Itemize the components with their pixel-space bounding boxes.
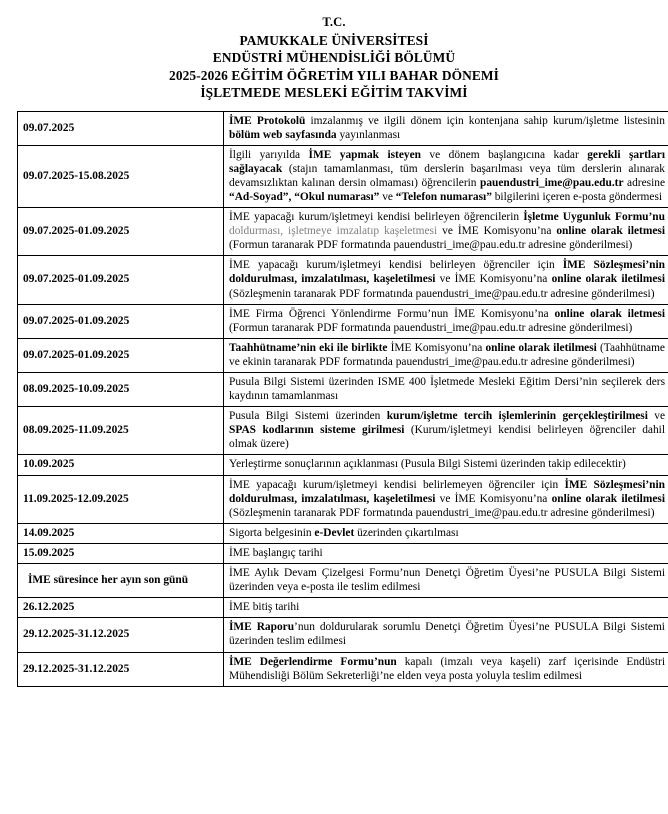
table-row: [18, 618, 668, 652]
description-cell: Pusula Bilgi Sistemi üzerinden kurum/işletme tercih işlemlerinin gerçekleştirilmesi ve SPAS kodlarının sisteme girilmesi (Kurum/işletmeyi kendisi belirleyen öğrenciler dahil olmak üzere): [224, 407, 668, 455]
description-cell: Taahhütname’nin eki ile birlikte İME Komisyonu’na online olarak iletilmesi (Taahhütname ve ekinin taranarak PDF formatında pauendustri_ime@pau.edu.tr adresine gönderilmesi): [224, 338, 668, 372]
date-cell: 09.07.2025-01.09.2025: [18, 304, 224, 338]
header-line-tc: T.C.: [322, 15, 346, 29]
date-cell: 09.07.2025-15.08.2025: [18, 145, 224, 207]
table-row: [18, 407, 668, 455]
date-cell: 09.07.2025: [18, 111, 224, 145]
header-line-academic-year: 2025-2026 EĞİTİM ÖĞRETİM YILI BAHAR DÖNEMİ: [169, 67, 499, 83]
table-row: [18, 208, 668, 256]
description-cell: Sigorta belgesinin e-Devlet üzerinden çıkartılması: [224, 523, 668, 543]
table-row: [18, 111, 668, 145]
document-header: [0, 0, 668, 102]
date-cell: 11.09.2025-12.09.2025: [18, 475, 224, 523]
description-cell: Pusula Bilgi Sistemi üzerinden ISME 400 İşletmede Mesleki Eğitim Dersi’nin seçilerek ders kaydının tamamlanması: [224, 373, 668, 407]
description-cell: İME yapacağı kurum/işletmeyi kendisi belirleyen öğrenciler için İME Sözleşmesi’nin doldurulması, imzalatılması, kaşeletilmesi ve İME Komisyonu’na online olarak iletilmesi (Sözleşmenin taranarak PDF formatında pauendustri_ime@pau.edu.tr adresine gönderilmesi): [224, 256, 668, 304]
header-line-department: ENDÜSTRİ MÜHENDİSLİĞİ BÖLÜMÜ: [212, 50, 456, 65]
description-cell: İME başlangıç tarihi: [224, 543, 668, 563]
date-cell: 29.12.2025-31.12.2025: [18, 652, 224, 686]
description-cell: İME yapacağı kurum/işletmeyi kendisi belirlemeyen öğrenciler için İME Sözleşmesi’nin doldurulması, imzalatılması, kaşeletilmesi ve İME Komisyonu’na online olarak iletilmesi (Sözleşmenin taranarak PDF formatında pauendustri_ime@pau.edu.tr adresine gönderilmesi): [224, 475, 668, 523]
header-line-title: İŞLETMEDE MESLEKİ EĞİTİM TAKVİMİ: [200, 85, 468, 100]
date-cell: 10.09.2025: [18, 455, 224, 475]
description-cell: İME yapacağı kurum/işletmeyi kendisi belirleyen öğrencilerin İşletme Uygunluk Formu’nu doldurması, işletmeye imzalatıp kaşeletmesi ve İME Komisyonu’na online olarak iletmesi (Formun taranarak PDF formatında pauendustri_ime@pau.edu.tr adresine gönderilmesi): [224, 208, 668, 256]
date-cell: 08.09.2025-10.09.2025: [18, 373, 224, 407]
date-cell: 29.12.2025-31.12.2025: [18, 618, 224, 652]
description-cell: İME Protokolü imzalanmış ve ilgili dönem için kontenjana sahip kurum/işletme listesinin bölüm web sayfasında yayınlanması: [224, 111, 668, 145]
description-cell: İlgili yarıyılda İME yapmak isteyen ve dönem başlangıcına kadar gerekli şartları sağlayacak (stajın tamamlanması, tüm derslerin başarılması veya tüm derslerin alınarak devamsızlıktan kalınan dersin olmaması) öğrencilerin pauendustri_ime@pau.edu.tr adresine “Ad-Soyad”, “Okul numarası” ve “Telefon numarası” bilgilerini içeren e-posta göndermesi: [224, 145, 668, 207]
calendar-table-wrapper: [17, 111, 666, 687]
description-cell: İME Firma Öğrenci Yönlendirme Formu’nun İME Komisyonu’na online olarak iletmesi (Formun taranarak PDF formatında pauendustri_ime@pau.edu.tr adresine gönderilmesi): [224, 304, 668, 338]
calendar-table-body: [18, 111, 668, 686]
description-cell: İME bitiş tarihi: [224, 598, 668, 618]
description-cell: İME Değerlendirme Formu’nun kapalı (imzalı veya kaşeli) zarf içerisinde Endüstri Mühendisliği Bölüm Sekreterliği’ne elden veya posta yoluyla teslim edilmesi: [224, 652, 668, 686]
date-cell: 14.09.2025: [18, 523, 224, 543]
table-row: [18, 598, 668, 618]
header-line-university: PAMUKKALE ÜNİVERSİTESİ: [239, 32, 429, 48]
date-cell: 08.09.2025-11.09.2025: [18, 407, 224, 455]
table-row: [18, 338, 668, 372]
description-cell: İME Raporu’nun doldurularak sorumlu Denetçi Öğretim Üyesi’ne PUSULA Bilgi Sistemi üzerinden teslim edilmesi: [224, 618, 668, 652]
table-row: [18, 523, 668, 543]
date-cell: İME süresince her ayın son günü: [18, 564, 224, 598]
description-cell: İME Aylık Devam Çizelgesi Formu’nun Denetçi Öğretim Üyesi’ne PUSULA Bilgi Sistemi üzerinden veya e-posta ile teslim edilmesi: [224, 564, 668, 598]
table-row: [18, 564, 668, 598]
table-row: [18, 455, 668, 475]
table-row: [18, 304, 668, 338]
table-row: [18, 475, 668, 523]
table-row: [18, 652, 668, 686]
table-row: [18, 256, 668, 304]
date-cell: 09.07.2025-01.09.2025: [18, 338, 224, 372]
date-cell: 09.07.2025-01.09.2025: [18, 256, 224, 304]
description-cell: Yerleştirme sonuçlarının açıklanması (Pusula Bilgi Sistemi üzerinden takip edilecektir): [224, 455, 668, 475]
calendar-table: [17, 111, 668, 687]
table-row: [18, 373, 668, 407]
table-row: [18, 145, 668, 207]
date-cell: 15.09.2025: [18, 543, 224, 563]
table-row: [18, 543, 668, 563]
date-cell: 26.12.2025: [18, 598, 224, 618]
date-cell: 09.07.2025-01.09.2025: [18, 208, 224, 256]
